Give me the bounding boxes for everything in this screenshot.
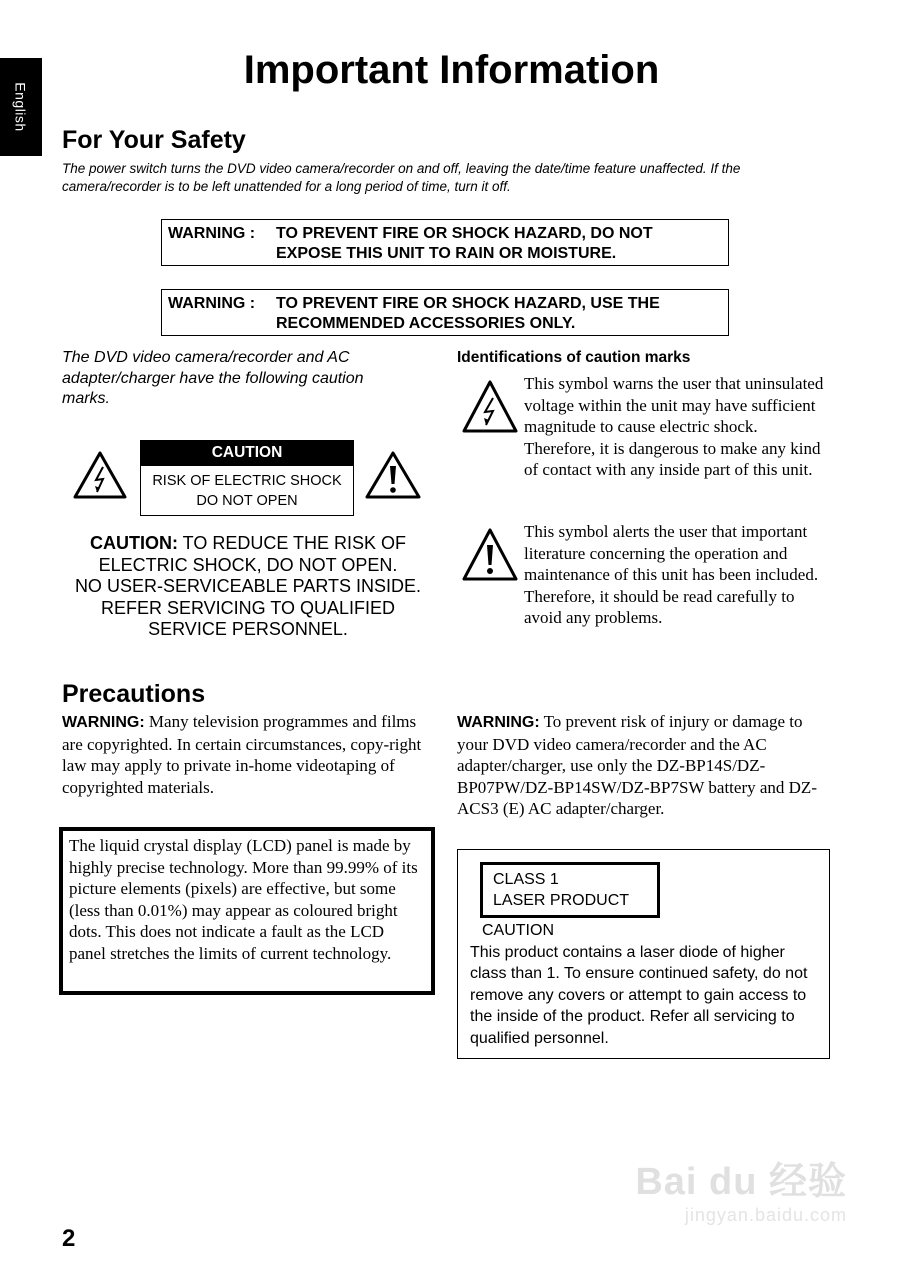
- laser-class-line: LASER PRODUCT: [493, 892, 630, 909]
- copyright-warning-label: WARNING:: [62, 714, 145, 731]
- copyright-warning-text: Many television programmes and films are copyrighted. In certain circumstances, copy-right law may apply to private in-home videotaping of copyrighted materials.: [62, 712, 422, 797]
- safety-heading: For Your Safety: [62, 126, 246, 154]
- baidu-watermark: [635, 1150, 847, 1226]
- accessory-warning-text: To prevent risk of injury or damage to your DVD video camera/recorder and the AC adapter/charger, use only the DZ-BP14S/DZ-BP07PW/DZ-BP14SW/DZ-BP7SW battery and DZ-ACS3 (E) AC adapter/charger.: [457, 712, 817, 818]
- page-title: Important Information: [243, 48, 660, 92]
- warning-line: RECOMMENDED ACCESSORIES ONLY.: [276, 315, 576, 332]
- precautions-heading: Precautions: [62, 680, 206, 708]
- exclamation-triangle-icon: [364, 450, 422, 500]
- exclamation-symbol-description: [460, 521, 830, 629]
- exclamation-symbol-text: This symbol alerts the user that important literature concerning the operation and maintenance of this unit has been included. Therefore, it should be read carefully to avoid any problems.: [524, 522, 819, 627]
- copyright-warning: [62, 711, 424, 798]
- warning-line: TO PREVENT FIRE OR SHOCK HAZARD, USE THE: [276, 295, 660, 312]
- warning-box-rain: [161, 219, 729, 266]
- caution-sign: [140, 440, 354, 516]
- exclamation-triangle-icon: [460, 525, 520, 585]
- caution-statement-label: CAUTION:: [89, 533, 178, 553]
- caution-marks-intro: The DVD video camera/recorder and AC adapter/charger have the following caution marks.: [62, 349, 364, 407]
- caution-statement-line: REFER SERVICING TO QUALIFIED: [100, 597, 396, 618]
- accessory-warning-label: WARNING:: [457, 714, 540, 731]
- caution-statement-line: TO REDUCE THE RISK OF: [182, 533, 407, 553]
- caution-statement-line: SERVICE PERSONNEL.: [148, 619, 348, 639]
- warning-box-accessories: [161, 289, 729, 336]
- lcd-notice-box: [59, 827, 435, 995]
- language-tab-label: English: [13, 82, 30, 132]
- caution-statement-line: NO USER-SERVICEABLE PARTS INSIDE.: [74, 576, 422, 596]
- warning-label: WARNING :: [168, 225, 256, 242]
- lcd-notice-text: The liquid crystal display (LCD) panel is made by highly precise technology. More than 99.99% of its picture elements (pixels) are effective, but some (less than 0.01%) may appear as coloured bright dots. This does not indicate a fault as the LCD panel stretches the limits of current technology.: [69, 836, 418, 963]
- lightning-symbol-text: This symbol warns the user that uninsulated voltage within the unit may have sufficient magnitude to cause electric shock. Therefore, it is dangerous to make any kind of contact with any inside part of this unit.: [524, 374, 824, 479]
- caution-sign-line: DO NOT OPEN: [196, 493, 298, 509]
- warning-line: TO PREVENT FIRE OR SHOCK HAZARD, DO NOT: [276, 225, 653, 242]
- safety-intro: The power switch turns the DVD video camera/recorder on and off, leaving the date/time feature unaffected. If the camera/recorder is to be left unattended for a long period of time, turn it off.: [62, 161, 741, 194]
- watermark-sub: jingyan.baidu.com: [684, 1205, 847, 1225]
- laser-class-line: CLASS 1: [493, 871, 559, 888]
- laser-caution-text: This product contains a laser diode of higher class than 1. To ensure continued safety, do not remove any covers or attempt to gain access to the inside of the product. Refer all servicing to qualified personnel.: [470, 943, 808, 1047]
- caution-statement-line: ELECTRIC SHOCK, DO NOT OPEN.: [98, 554, 398, 575]
- lightning-triangle-icon: [460, 377, 520, 437]
- caution-sign-head: CAUTION: [141, 441, 353, 466]
- warning-line: EXPOSE THIS UNIT TO RAIN OR MOISTURE.: [276, 245, 617, 262]
- warning-label: WARNING :: [168, 295, 256, 312]
- accessory-warning: [457, 711, 829, 820]
- identifications-heading: Identifications of caution marks: [457, 349, 691, 366]
- caution-statement: [62, 533, 434, 641]
- caution-sign-line: RISK OF ELECTRIC SHOCK: [152, 473, 342, 489]
- laser-caution-head: CAUTION: [482, 922, 554, 939]
- page-number: 2: [62, 1225, 76, 1252]
- laser-notice-box: [457, 849, 830, 1059]
- laser-class-label: [480, 862, 660, 918]
- watermark-main: Bai du 经验: [635, 1161, 847, 1203]
- lightning-triangle-icon: [72, 450, 128, 500]
- lightning-symbol-description: [460, 373, 830, 481]
